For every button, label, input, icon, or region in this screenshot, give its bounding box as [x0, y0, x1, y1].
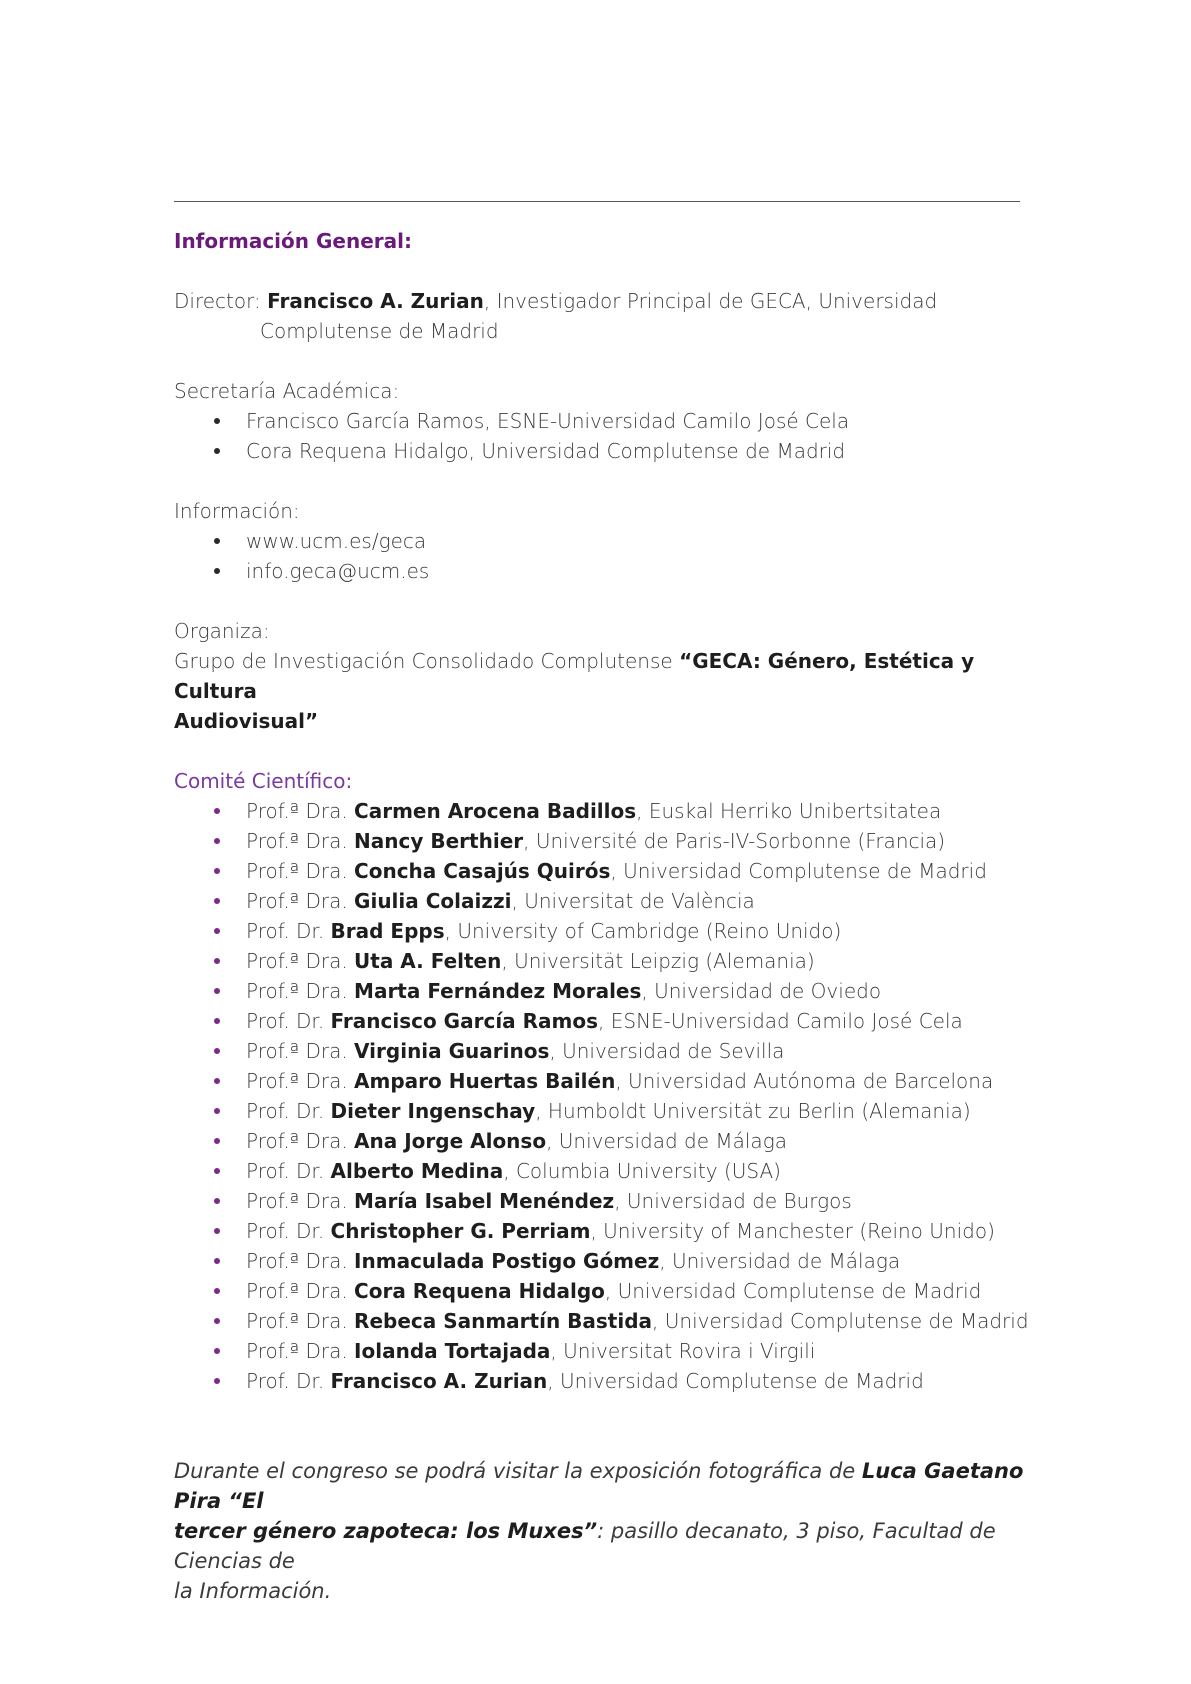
member-name: Amparo Huertas Bailén [354, 1069, 616, 1093]
comite-member [174, 1216, 1024, 1246]
member-name: Uta A. Felten [354, 949, 502, 973]
member-affiliation: , Euskal Herriko Unibertsitatea [636, 799, 942, 823]
comite-member [174, 1276, 1024, 1306]
member-title: Prof. Dr. [246, 1369, 331, 1393]
member-title: Prof.ª Dra. [246, 1129, 355, 1153]
comite-member [174, 1246, 1024, 1276]
comite-member [174, 1306, 1029, 1336]
member-title: Prof.ª Dra. [246, 799, 355, 823]
member-title: Prof.ª Dra. [246, 889, 355, 913]
member-affiliation: , Universidad Complutense de Madrid [604, 1279, 982, 1303]
organiza-line [174, 646, 1024, 706]
member-affiliation: , Universidad Complutense de Madrid [652, 1309, 1029, 1333]
closing-text: Durante el congreso se podrá visitar la exposición fotográfica de [174, 1459, 862, 1483]
member-name: Brad Epps [330, 919, 445, 943]
comite-member [174, 1186, 1024, 1216]
member-name: Virginia Guarinos [354, 1039, 550, 1063]
member-title: Prof. Dr. [246, 1009, 331, 1033]
member-name: Cora Requena Hidalgo [354, 1279, 605, 1303]
comite-member [174, 1126, 1024, 1156]
document-content [174, 176, 1029, 1606]
comite-member [174, 916, 1024, 946]
member-title: Prof.ª Dra. [246, 1069, 355, 1093]
website-link[interactable]: www.ucm.es/geca [174, 526, 1024, 556]
section-title: Información General: [174, 229, 412, 253]
horizontal-rule [174, 201, 1020, 202]
informacion-label: Información: [174, 499, 300, 523]
closing-line [174, 1516, 1024, 1576]
member-name: María Isabel Menéndez [354, 1189, 615, 1213]
member-name: Giulia Colaizzi [354, 889, 512, 913]
member-affiliation: , Université de Paris-IV-Sorbonne (Francia) [523, 829, 946, 853]
comite-member [174, 856, 1024, 886]
member-affiliation: , Columbia University (USA) [503, 1159, 781, 1183]
member-affiliation: , University of Cambridge (Reino Unido) [444, 919, 842, 943]
member-name: Alberto Medina [330, 1159, 504, 1183]
closing-text: : pasillo decanato, 3 piso, Facultad de Ciencias de [174, 1519, 996, 1573]
member-title: Prof. Dr. [246, 1219, 331, 1243]
comite-member [174, 1336, 1024, 1366]
member-affiliation: , Universität Leipzig (Alemania) [501, 949, 815, 973]
member-affiliation: , Universitat de València [511, 889, 755, 913]
closing-bold: Luca Gaetano Pira “El [174, 1459, 1024, 1513]
comite-member [174, 1006, 1024, 1036]
organiza-label: Organiza: [174, 619, 270, 643]
secretaria-list [174, 406, 1024, 466]
informacion-list [174, 526, 1024, 586]
member-title: Prof.ª Dra. [246, 859, 355, 883]
director-label: Director: [174, 289, 261, 313]
comite-member [174, 1366, 1024, 1396]
closing-bold: tercer género zapoteca: los Muxes” [174, 1519, 598, 1543]
closing-paragraph [174, 1456, 1024, 1606]
member-name: Francisco García Ramos [330, 1009, 599, 1033]
member-name: Inmaculada Postigo Gómez [354, 1249, 660, 1273]
member-affiliation: , Universidad de Málaga [659, 1249, 901, 1273]
member-title: Prof. Dr. [246, 1159, 331, 1183]
member-title: Prof.ª Dra. [246, 979, 355, 1003]
secretaria-label: Secretaría Académica: [174, 379, 400, 403]
comite-member [174, 826, 1024, 856]
member-title: Prof.ª Dra. [246, 829, 355, 853]
member-affiliation: , Universidad Complutense de Madrid [547, 1369, 924, 1393]
member-title: Prof. Dr. [246, 1099, 331, 1123]
member-title: Prof.ª Dra. [246, 949, 355, 973]
member-affiliation: , Universidad Autónoma de Barcelona [615, 1069, 994, 1093]
comite-member [174, 796, 1024, 826]
member-name: Iolanda Tortajada [354, 1339, 551, 1363]
member-title: Prof.ª Dra. [246, 1189, 355, 1213]
organiza-group-name-cont: Audiovisual” [174, 709, 319, 733]
closing-line [174, 1456, 1024, 1516]
comite-member [174, 1036, 1024, 1066]
director-line [174, 286, 1024, 316]
comite-member [174, 1096, 1024, 1126]
member-affiliation: , University of Manchester (Reino Unido) [590, 1219, 995, 1243]
list-item: Francisco García Ramos, ESNE-Universidad Camilo José Cela [174, 406, 1024, 436]
member-title: Prof.ª Dra. [246, 1039, 355, 1063]
member-affiliation: , Universitat Rovira i Virgili [550, 1339, 816, 1363]
comite-label: Comité Científico: [174, 769, 353, 793]
comite-member [174, 946, 1024, 976]
member-affiliation: , Universidad Complutense de Madrid [610, 859, 987, 883]
comite-list [174, 796, 1029, 1396]
comite-member [174, 1156, 1024, 1186]
member-name: Francisco A. Zurian [330, 1369, 548, 1393]
member-name: Dieter Ingenschay [330, 1099, 536, 1123]
list-item: Cora Requena Hidalgo, Universidad Complutense de Madrid [174, 436, 1024, 466]
member-affiliation: , Universidad de Sevilla [549, 1039, 785, 1063]
member-title: Prof.ª Dra. [246, 1339, 355, 1363]
director-role-continuation: Complutense de Madrid [260, 319, 499, 343]
member-affiliation: , Humboldt Universität zu Berlin (Alemania) [535, 1099, 971, 1123]
member-name: Marta Fernández Morales [354, 979, 642, 1003]
member-name: Concha Casajús Quirós [354, 859, 611, 883]
organiza-prefix: Grupo de Investigación Consolidado Complutense [174, 649, 680, 673]
member-affiliation: , Universidad de Málaga [546, 1129, 787, 1153]
member-affiliation: , Universidad de Oviedo [641, 979, 882, 1003]
director-name: Francisco A. Zurian [267, 289, 484, 313]
member-affiliation: , ESNE-Universidad Camilo José Cela [598, 1009, 963, 1033]
member-title: Prof.ª Dra. [246, 1279, 355, 1303]
member-title: Prof.ª Dra. [246, 1249, 355, 1273]
comite-member [174, 886, 1024, 916]
member-title: Prof.ª Dra. [246, 1309, 355, 1333]
comite-member [174, 1066, 1024, 1096]
member-name: Carmen Arocena Badillos [354, 799, 637, 823]
organiza-group-name: “GECA: Género, Estética y Cultura [174, 649, 975, 703]
member-title: Prof. Dr. [246, 919, 331, 943]
director-role: , Investigador Principal de GECA, Universidad [483, 289, 938, 313]
member-name: Nancy Berthier [354, 829, 524, 853]
email-link[interactable]: info.geca@ucm.es [174, 556, 1024, 586]
member-name: Ana Jorge Alonso [354, 1129, 547, 1153]
member-name: Rebeca Sanmartín Bastida [354, 1309, 653, 1333]
closing-line: la Información. [174, 1579, 332, 1603]
member-name: Christopher G. Perriam [330, 1219, 591, 1243]
member-affiliation: , Universidad de Burgos [614, 1189, 852, 1213]
comite-member [174, 976, 1024, 1006]
